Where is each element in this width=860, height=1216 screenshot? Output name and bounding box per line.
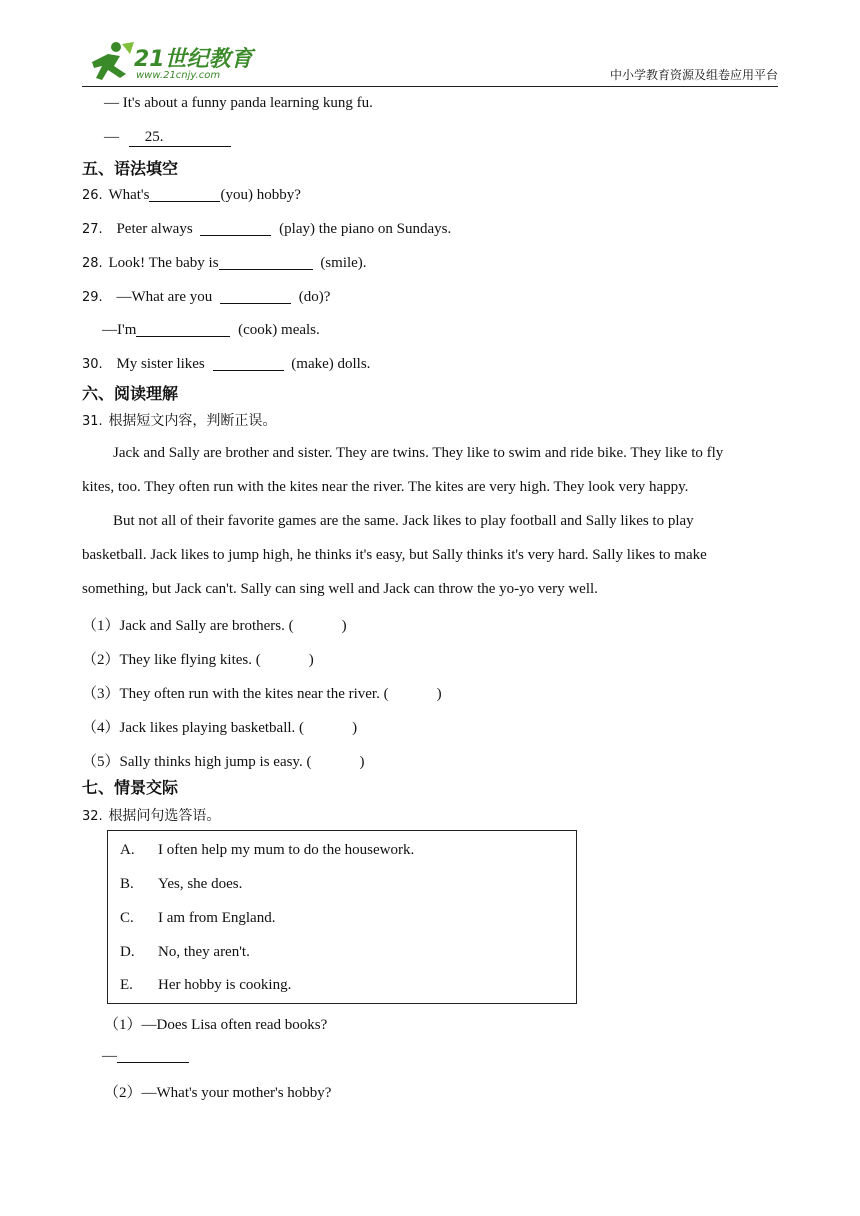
option-b: B. Yes, she does. — [120, 876, 243, 892]
logo — [86, 40, 253, 84]
question-29-reply: —I'm (cook) meals. — [102, 322, 320, 338]
question-32-instruction: 32. 根据问句选答语。 — [82, 808, 221, 824]
header-divider — [82, 86, 778, 87]
section-title-dialogue: 七、情景交际 — [82, 778, 179, 797]
answer-blank-26[interactable] — [149, 186, 220, 202]
statement-4: （4）Jack likes playing basketball. ( ) — [82, 720, 358, 736]
answer-blank-27[interactable] — [200, 220, 271, 236]
option-d: D. No, they aren't. — [120, 944, 250, 960]
question-27: 27. Peter always (play) the piano on Sundays. — [82, 221, 452, 237]
statement-3: （3）They often run with the kites near the river. ( ) — [82, 686, 442, 702]
dash: — — [104, 129, 119, 145]
question-28: 28. Look! The baby is (smile). — [82, 255, 367, 271]
answer-options-box — [107, 830, 577, 1004]
dialogue-answer-1: — — [102, 1047, 189, 1065]
passage-line: Jack and Sally are brother and sister. They are twins. They like to swim and ride bike. They like to fly — [113, 445, 724, 461]
option-a: A. I often help my mum to do the housework. — [120, 842, 415, 858]
statement-5: （5）Sally thinks high jump is easy. ( ) — [82, 754, 365, 770]
question-26: 26. What's (you) hobby? — [82, 187, 301, 203]
answer-blank-32-1[interactable] — [117, 1047, 189, 1063]
passage-line: something, but Jack can't. Sally can sing well and Jack can throw the yo-yo very well. — [82, 581, 598, 597]
carryover-line-1: — It's about a funny panda learning kung fu. — [104, 95, 373, 111]
statement-2: （2）They like flying kites. ( ) — [82, 652, 314, 668]
answer-blank-29a[interactable] — [220, 288, 291, 304]
section-title-grammar: 五、语法填空 — [82, 159, 179, 178]
option-c: C. I am from England. — [120, 910, 276, 926]
dialogue-question-1: （1）—Does Lisa often read books? — [104, 1017, 328, 1033]
answer-blank-29b[interactable] — [136, 321, 230, 337]
platform-name: 中小学教育资源及组卷应用平台 — [609, 68, 778, 82]
answer-blank-28[interactable] — [219, 254, 313, 270]
statement-1: （1）Jack and Sally are brothers. ( ) — [82, 618, 347, 634]
answer-blank-30[interactable] — [213, 355, 284, 371]
dialogue-question-2: （2）—What's your mother's hobby? — [104, 1085, 332, 1101]
logo-url: www.21cnjy.com — [136, 70, 221, 81]
passage-line: basketball. Jack likes to jump high, he thinks it's easy, but Sally thinks it's very hard. Sally likes to make — [82, 547, 707, 563]
passage-line: kites, too. They often run with the kites near the river. The kites are very high. They look very happy. — [82, 479, 689, 495]
question-31-instruction: 31. 根据短文内容，判断正误。 — [82, 413, 277, 429]
option-e: E. Her hobby is cooking. — [120, 977, 292, 993]
question-30: 30. My sister likes (make) dolls. — [82, 356, 371, 372]
passage-line: But not all of their favorite games are the same. Jack likes to play football and Sally likes to play — [113, 513, 694, 529]
answer-blank-25[interactable]: 25. — [129, 129, 231, 147]
question-29: 29. —What are you (do)? — [82, 289, 331, 305]
logo-text: 21世纪教育 — [134, 47, 253, 72]
section-title-reading: 六、阅读理解 — [82, 384, 179, 403]
carryover-line-2 — [104, 129, 231, 147]
runner-logo-icon — [86, 40, 136, 82]
